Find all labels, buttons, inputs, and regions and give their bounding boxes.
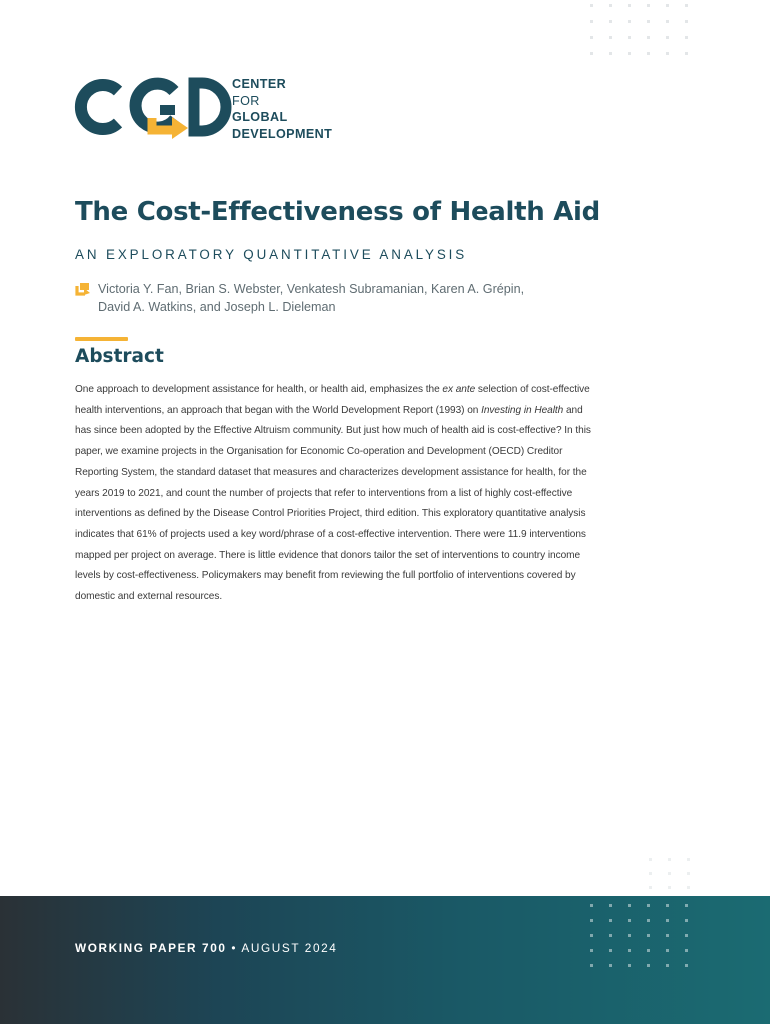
decorative-dot <box>590 964 593 967</box>
decorative-dot <box>590 36 593 39</box>
decorative-dot <box>647 904 650 907</box>
decorative-dot <box>668 886 671 889</box>
abstract-text-run: One approach to development assistance for health, or health aid, emphasizes the <box>75 384 443 395</box>
logo-word-development: DEVELOPMENT <box>232 126 333 141</box>
accent-rule <box>75 337 128 341</box>
decorative-dot <box>590 904 593 907</box>
decorative-dot <box>685 949 688 952</box>
abstract-italic-investing-in-health: Investing in Health <box>481 404 564 416</box>
authors-line-1: Victoria Y. Fan, Brian S. Webster, Venkatesh Subramanian, Karen A. Grépin, <box>98 282 525 296</box>
decorative-dot <box>685 964 688 967</box>
decorative-dot <box>628 36 631 39</box>
decorative-dot <box>590 4 593 7</box>
working-paper-separator: • <box>226 941 242 955</box>
paper-title: The Cost-Effectiveness of Health Aid <box>75 197 600 227</box>
abstract-italic-ex-ante: ex ante <box>442 384 476 395</box>
decorative-dot <box>666 904 669 907</box>
decorative-dot <box>649 872 652 875</box>
working-paper-series: WORKING PAPER 700 <box>75 941 227 955</box>
decorative-dot <box>666 934 669 937</box>
decorative-dot <box>628 949 631 952</box>
logo-word-global: GLOBAL <box>232 110 288 124</box>
paper-subtitle: AN EXPLORATORY QUANTITATIVE ANALYSIS <box>75 247 468 262</box>
decorative-dot <box>647 919 650 922</box>
decorative-dot <box>609 904 612 907</box>
decorative-dot <box>590 934 593 937</box>
decorative-dot <box>609 4 612 7</box>
decorative-dot <box>628 52 631 55</box>
logo-word-center: CENTER <box>232 77 287 91</box>
decorative-dot <box>609 964 612 967</box>
decorative-dot <box>609 919 612 922</box>
decorative-dot <box>685 36 688 39</box>
decorative-dot <box>685 4 688 7</box>
decorative-dot <box>590 949 593 952</box>
decorative-dot <box>609 52 612 55</box>
decorative-dot <box>590 919 593 922</box>
decorative-dot <box>666 52 669 55</box>
abstract-text-run: and has since been adopted by the Effective Altruism community. But just how much of health aid is cost-effective? In this paper, we examine projects in the Organisation for Economic Co-operation and Development (OECD) Creditor Reporting System, the standard dataset that measures and characterizes development assistance for health, for the years 2019 to 2021, and count the number of projects that refer to interventions from a list of highly cost-effective interventions as defined by the Disease Control Priorities Project, third edition. This exploratory quantitative analysis indicates that 61% of projects used a key word/phrase of a cost-effective intervention. There were 11.9 interventions mapped per project on average. There is little evidence that donors tailor the set of interventions to country income levels by cost-effectiveness. Policymakers may benefit from reviewing the full portfolio of interventions covered by domestic and external resources. <box>75 404 591 603</box>
decorative-dot <box>685 20 688 23</box>
decorative-dot <box>628 964 631 967</box>
decorative-dot <box>685 934 688 937</box>
abstract-text-run: selection of cost-effective health interventions, an approach that began with the World Development Report (1993) on <box>75 384 590 416</box>
decorative-dot <box>628 20 631 23</box>
decorative-dot <box>666 964 669 967</box>
decorative-dot <box>649 886 652 889</box>
decorative-dot <box>685 919 688 922</box>
decorative-dot <box>609 934 612 937</box>
decorative-dot <box>668 858 671 861</box>
abstract-heading: Abstract <box>75 346 164 367</box>
footer-band <box>0 896 770 1024</box>
cgd-monogram <box>81 83 226 139</box>
logo-wordmark <box>232 76 332 142</box>
decorative-dot <box>590 52 593 55</box>
decorative-dot <box>647 964 650 967</box>
decorative-dot <box>647 20 650 23</box>
decorative-dot <box>666 20 669 23</box>
decorative-dot <box>628 904 631 907</box>
decorative-dot <box>628 934 631 937</box>
decorative-dot <box>687 858 690 861</box>
decorative-dot <box>649 858 652 861</box>
decorative-dot <box>668 872 671 875</box>
abstract-body <box>75 380 593 608</box>
decorative-dot <box>609 20 612 23</box>
decorative-dot <box>609 36 612 39</box>
decorative-dot <box>666 919 669 922</box>
working-paper-date: AUGUST 2024 <box>241 941 338 955</box>
decorative-dot <box>687 886 690 889</box>
decorative-dot <box>628 919 631 922</box>
author-arrow-icon <box>75 282 91 296</box>
decorative-dot <box>628 4 631 7</box>
working-paper-label <box>75 941 337 955</box>
decorative-dot <box>666 36 669 39</box>
decorative-dot <box>647 36 650 39</box>
decorative-dot <box>609 949 612 952</box>
decorative-dot <box>666 949 669 952</box>
decorative-dot <box>685 52 688 55</box>
decorative-dot <box>666 4 669 7</box>
logo-word-for: FOR <box>232 93 260 108</box>
authors-line-2: David A. Watkins, and Joseph L. Dieleman <box>98 299 336 314</box>
decorative-dot <box>647 52 650 55</box>
decorative-dot <box>590 20 593 23</box>
decorative-dot <box>647 934 650 937</box>
decorative-dot <box>687 872 690 875</box>
author-list <box>98 281 568 316</box>
decorative-dot <box>647 4 650 7</box>
decorative-dot <box>685 904 688 907</box>
decorative-dot <box>647 949 650 952</box>
